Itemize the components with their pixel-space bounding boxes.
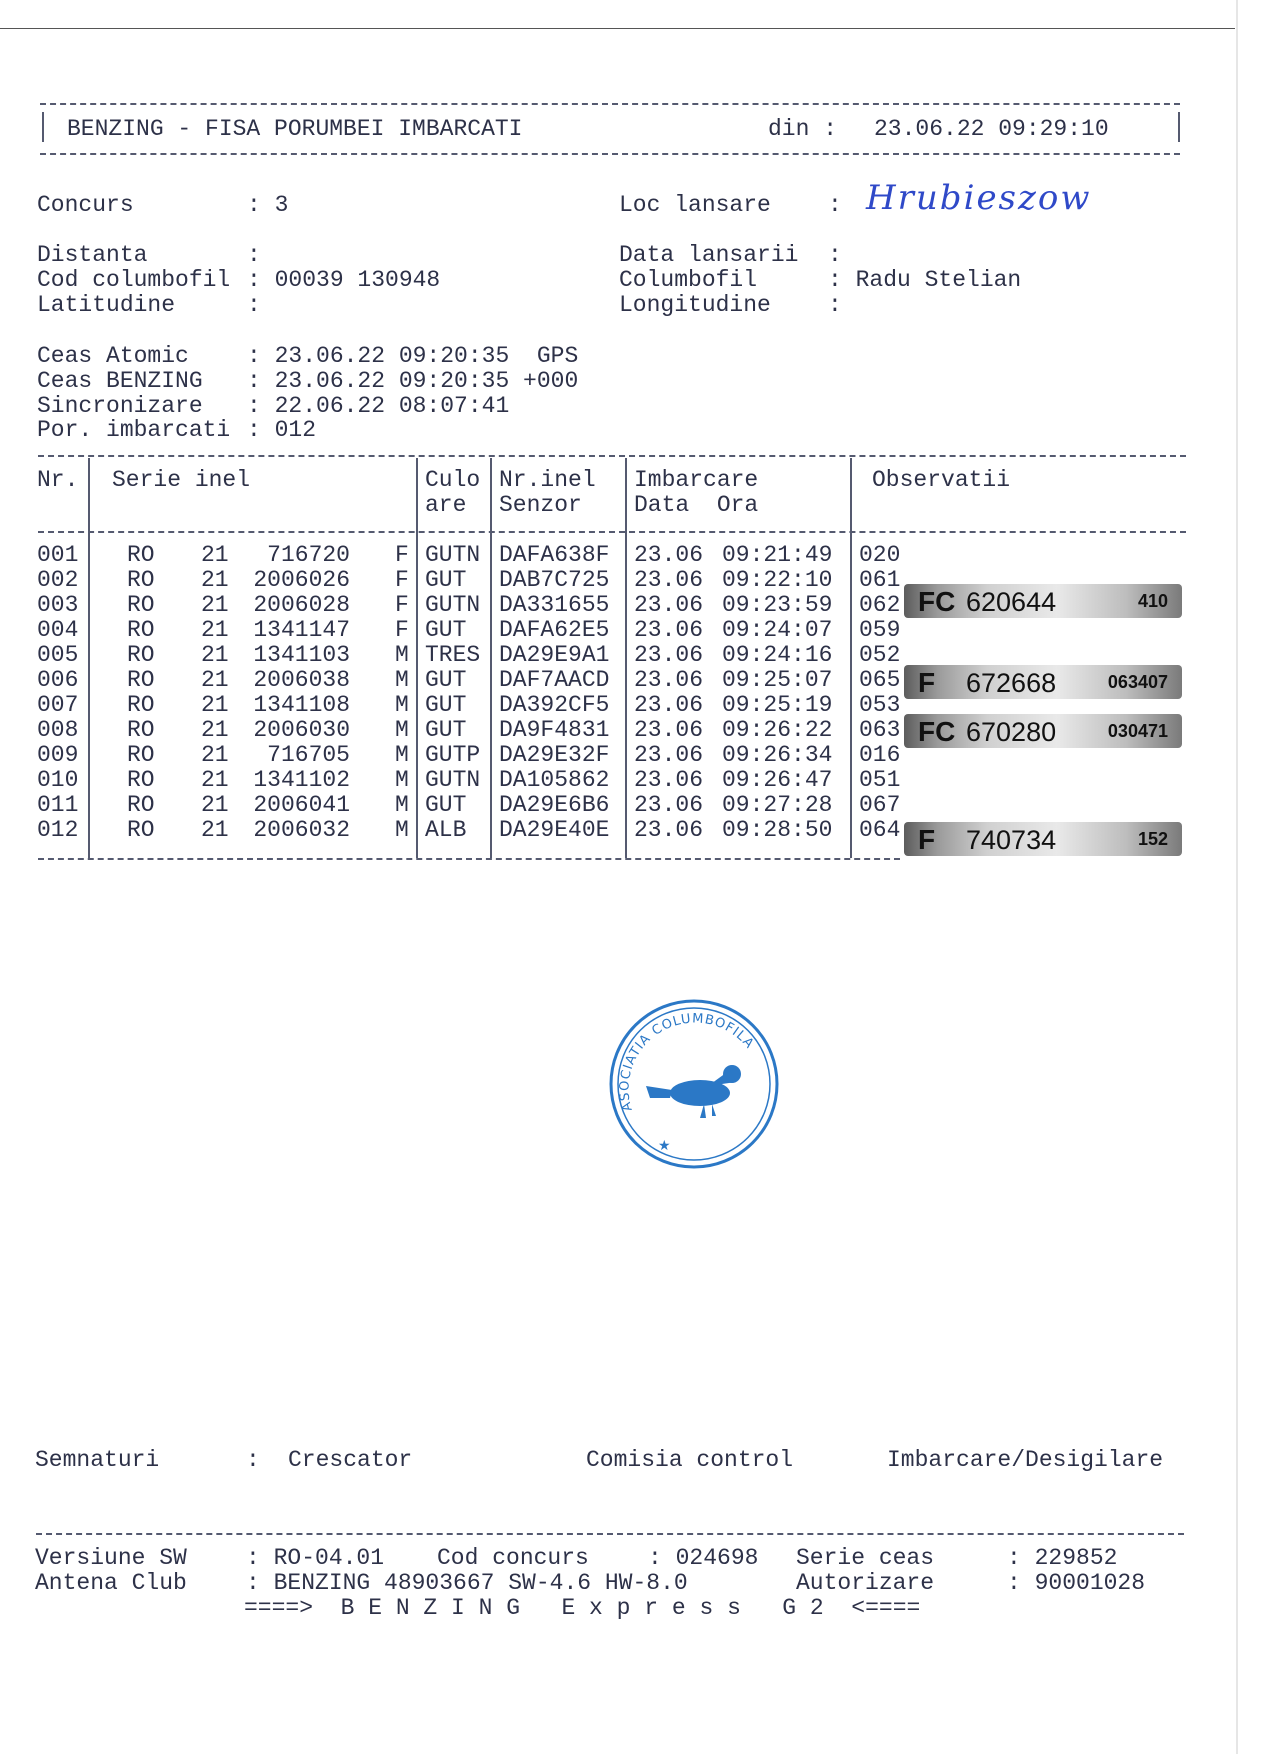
cell-inel: 2006041 [253, 792, 350, 818]
cell-nr: 011 [37, 792, 79, 818]
scan-right-edge [1236, 0, 1238, 1754]
cod-concurs-label: Cod concurs [437, 1545, 589, 1571]
cell-an: 21 [201, 792, 229, 818]
cell-sex: M [395, 792, 409, 818]
cell-ora: 09:25:19 [722, 692, 833, 718]
signature-crescator: Crescator [288, 1447, 413, 1473]
concurs-label: Concurs [37, 192, 134, 218]
sticker-num: 670280 [966, 717, 1057, 747]
por-imbarcati-value: : 012 [247, 417, 317, 443]
cell-inel: 1341147 [253, 617, 350, 643]
ring-sticker [904, 714, 1182, 748]
table-header-separator [38, 531, 1186, 533]
serie-ceas-label: Serie ceas [796, 1545, 935, 1571]
cell-inel: 716720 [267, 542, 350, 568]
cell-culoare: GUTP [425, 742, 481, 768]
cell-ora: 09:22:10 [722, 567, 833, 593]
ring-sticker [904, 665, 1182, 699]
cell-tara: RO [127, 542, 155, 568]
cell-an: 21 [201, 692, 229, 718]
cell-culoare: GUT [425, 717, 467, 743]
cell-an: 21 [201, 617, 229, 643]
cell-sex: M [395, 642, 409, 668]
cell-culoare: ALB [425, 817, 467, 843]
cell-observatii: 062 [859, 592, 901, 618]
benzing-banner: ====> B E N Z I N G E x p r e s s G 2 <==== [244, 1595, 921, 1621]
cell-an: 21 [201, 817, 229, 843]
ceas-benzing-label: Ceas BENZING [37, 368, 203, 394]
cell-tara: RO [127, 642, 155, 668]
cell-sex: M [395, 817, 409, 843]
cell-data: 23.06 [634, 642, 704, 668]
cell-culoare: GUTN [425, 592, 481, 618]
cell-an: 21 [201, 742, 229, 768]
cell-data: 23.06 [634, 617, 704, 643]
sticker-num: 740734 [966, 825, 1057, 855]
cell-ora: 09:28:50 [722, 817, 833, 843]
sticker-suf: 410 [1137, 591, 1168, 611]
th-culoare-1: Culo [425, 467, 481, 493]
antena-club-value: : BENZING 48903667 SW-4.6 HW-8.0 [246, 1570, 688, 1596]
col-divider-senzor [625, 458, 627, 858]
col-divider-culoare [490, 458, 492, 858]
cell-inel: 1341102 [253, 767, 350, 793]
cell-culoare: GUT [425, 692, 467, 718]
cell-tara: RO [127, 692, 155, 718]
latitudine-label: Latitudine [37, 292, 176, 318]
scan-top-edge [0, 28, 1235, 29]
cell-sex: F [395, 617, 409, 643]
cell-senzor: DA331655 [499, 592, 610, 618]
cell-observatii: 059 [859, 617, 901, 643]
cell-data: 23.06 [634, 692, 704, 718]
cell-observatii: 063 [859, 717, 901, 743]
cell-nr: 005 [37, 642, 79, 668]
ceas-atomic-value: : 23.06.22 09:20:35 GPS [247, 343, 579, 369]
cell-an: 21 [201, 567, 229, 593]
cell-an: 21 [201, 717, 229, 743]
cell-tara: RO [127, 567, 155, 593]
cell-an: 21 [201, 767, 229, 793]
cell-tara: RO [127, 742, 155, 768]
versiune-value: : RO-04.01 [246, 1545, 385, 1571]
cell-tara: RO [127, 592, 155, 618]
header-left-border [42, 112, 44, 142]
cell-sex: M [395, 667, 409, 693]
table-top-border [38, 455, 1186, 457]
footer-separator [36, 1533, 1184, 1535]
cell-an: 21 [201, 642, 229, 668]
col-divider-imbarcare [850, 458, 852, 858]
cell-nr: 008 [37, 717, 79, 743]
stamp-text: ASOCIATIA COLUMBOFILA [617, 1011, 757, 1113]
cell-senzor: DA29E40E [499, 817, 610, 843]
semnaturi-label: Semnaturi [35, 1447, 160, 1473]
sticker-num: 620644 [966, 587, 1057, 617]
cell-sex: M [395, 742, 409, 768]
longitudine-value: : [828, 292, 842, 318]
header-bottom-border [40, 153, 1180, 155]
data-lansarii-label: Data lansarii [619, 242, 799, 268]
versiune-label: Versiune SW [35, 1545, 187, 1571]
cell-culoare: GUT [425, 792, 467, 818]
th-imbarcare-2: Data Ora [634, 492, 759, 518]
cell-senzor: DAFA638F [499, 542, 610, 568]
cell-senzor: DA29E32F [499, 742, 610, 768]
ring-sticker [904, 584, 1182, 618]
cod-columbofil-value: : 00039 130948 [247, 267, 441, 293]
serie-ceas-value: : 229852 [1007, 1545, 1118, 1571]
cell-an: 21 [201, 542, 229, 568]
sticker-pre: FC [918, 716, 956, 747]
sticker-pre: F [918, 824, 936, 855]
sticker-suf: 030471 [1107, 721, 1168, 741]
cell-ora: 09:24:07 [722, 617, 833, 643]
loc-lansare-handwritten: Hrubieszow [866, 178, 1092, 218]
cell-observatii: 061 [859, 567, 901, 593]
cell-an: 21 [201, 592, 229, 618]
cell-inel: 2006030 [253, 717, 350, 743]
cell-observatii: 067 [859, 792, 901, 818]
cell-senzor: DA29E6B6 [499, 792, 610, 818]
cell-inel: 2006038 [253, 667, 350, 693]
cell-nr: 003 [37, 592, 79, 618]
cell-ora: 09:24:16 [722, 642, 833, 668]
cell-inel: 2006026 [253, 567, 350, 593]
cell-data: 23.06 [634, 717, 704, 743]
cell-observatii: 052 [859, 642, 901, 668]
pigeon-icon [646, 1065, 741, 1118]
cell-observatii: 016 [859, 742, 901, 768]
cell-observatii: 064 [859, 817, 901, 843]
cell-culoare: GUT [425, 667, 467, 693]
cell-observatii: 020 [859, 542, 901, 568]
signature-comisia: Comisia control [586, 1447, 794, 1473]
cell-culoare: GUTN [425, 767, 481, 793]
cod-concurs-value: : 024698 [648, 1545, 759, 1571]
sticker-pre: FC [918, 586, 956, 617]
cell-culoare: GUT [425, 617, 467, 643]
cell-inel: 1341108 [253, 692, 350, 718]
cell-nr: 012 [37, 817, 79, 843]
cell-data: 23.06 [634, 767, 704, 793]
cell-inel: 2006032 [253, 817, 350, 843]
cell-ora: 09:25:07 [722, 667, 833, 693]
sincronizare-value: : 22.06.22 08:07:41 [247, 393, 510, 419]
ring-sticker [904, 822, 1182, 856]
document-title: BENZING - FISA PORUMBEI IMBARCATI [67, 116, 523, 142]
cell-data: 23.06 [634, 567, 704, 593]
sincronizare-label: Sincronizare [37, 393, 203, 419]
cell-inel: 2006028 [253, 592, 350, 618]
longitudine-label: Longitudine [619, 292, 771, 318]
cell-senzor: DAB7C725 [499, 567, 610, 593]
ceas-benzing-value: : 23.06.22 09:20:35 +000 [247, 368, 579, 394]
cell-sex: F [395, 567, 409, 593]
cell-tara: RO [127, 617, 155, 643]
loc-lansare-colon: : [828, 192, 842, 218]
cell-nr: 001 [37, 542, 79, 568]
sticker-num: 672668 [966, 668, 1057, 698]
cell-culoare: GUT [425, 567, 467, 593]
cell-tara: RO [127, 667, 155, 693]
cell-sex: M [395, 692, 409, 718]
cell-senzor: DAFA62E5 [499, 617, 610, 643]
cell-nr: 010 [37, 767, 79, 793]
cell-ora: 09:26:34 [722, 742, 833, 768]
cell-data: 23.06 [634, 792, 704, 818]
header-top-border [40, 103, 1180, 105]
cell-sex: M [395, 717, 409, 743]
cell-an: 21 [201, 667, 229, 693]
cell-culoare: TRES [425, 642, 481, 668]
table-bottom-border [38, 858, 900, 860]
semnaturi-colon: : [246, 1447, 260, 1473]
cell-data: 23.06 [634, 817, 704, 843]
th-nr-inel-2: Senzor [499, 492, 582, 518]
cell-data: 23.06 [634, 542, 704, 568]
association-stamp [608, 998, 780, 1170]
data-lansarii-value: : [828, 242, 842, 268]
cell-data: 23.06 [634, 742, 704, 768]
cell-tara: RO [127, 817, 155, 843]
cell-sex: M [395, 767, 409, 793]
sticker-suf: 152 [1137, 829, 1168, 849]
th-culoare-2: are [425, 492, 467, 518]
cell-ora: 09:23:59 [722, 592, 833, 618]
antena-club-label: Antena Club [35, 1570, 187, 1596]
columbofil-label: Columbofil [619, 267, 758, 293]
concurs-value: : 3 [247, 192, 289, 218]
cell-data: 23.06 [634, 667, 704, 693]
por-imbarcati-label: Por. imbarcati [37, 417, 231, 443]
cell-senzor: DA9F4831 [499, 717, 610, 743]
cell-senzor: DA105862 [499, 767, 610, 793]
cell-culoare: GUTN [425, 542, 481, 568]
latitudine-value: : [247, 292, 261, 318]
cell-tara: RO [127, 767, 155, 793]
cell-observatii: 053 [859, 692, 901, 718]
th-nr: Nr. [37, 467, 79, 493]
cell-nr: 009 [37, 742, 79, 768]
cell-nr: 006 [37, 667, 79, 693]
sticker-pre: F [918, 667, 936, 698]
autorizare-label: Autorizare [796, 1570, 935, 1596]
cell-nr: 004 [37, 617, 79, 643]
th-nr-inel-1: Nr.inel [499, 467, 596, 493]
cell-ora: 09:27:28 [722, 792, 833, 818]
din-label: din : [768, 116, 838, 142]
cell-ora: 09:26:47 [722, 767, 833, 793]
loc-lansare-label: Loc lansare [619, 192, 771, 218]
cell-senzor: DAF7AACD [499, 667, 610, 693]
distanta-value: : [247, 242, 261, 268]
th-imbarcare-1: Imbarcare [634, 467, 759, 493]
star-icon: ★ [658, 1138, 671, 1154]
cell-sex: F [395, 592, 409, 618]
cell-senzor: DA392CF5 [499, 692, 610, 718]
cod-columbofil-label: Cod columbofil [37, 267, 231, 293]
cell-inel: 1341103 [253, 642, 350, 668]
din-value: 23.06.22 09:29:10 [874, 116, 1109, 142]
cell-data: 23.06 [634, 592, 704, 618]
ceas-atomic-label: Ceas Atomic [37, 343, 189, 369]
autorizare-value: : 90001028 [1007, 1570, 1146, 1596]
th-serie-inel: Serie inel [112, 467, 251, 493]
header-right-border [1178, 112, 1180, 142]
cell-nr: 002 [37, 567, 79, 593]
columbofil-value: : Radu Stelian [828, 267, 1022, 293]
cell-observatii: 065 [859, 667, 901, 693]
cell-sex: F [395, 542, 409, 568]
signature-imbarcare: Imbarcare/Desigilare [887, 1447, 1164, 1473]
th-observatii: Observatii [872, 467, 1011, 493]
cell-tara: RO [127, 717, 155, 743]
distanta-label: Distanta [37, 242, 148, 268]
sticker-suf: 063407 [1107, 672, 1168, 692]
cell-observatii: 051 [859, 767, 901, 793]
cell-ora: 09:21:49 [722, 542, 833, 568]
cell-nr: 007 [37, 692, 79, 718]
col-divider-serie [416, 458, 418, 858]
cell-ora: 09:26:22 [722, 717, 833, 743]
cell-tara: RO [127, 792, 155, 818]
cell-senzor: DA29E9A1 [499, 642, 610, 668]
cell-inel: 716705 [267, 742, 350, 768]
